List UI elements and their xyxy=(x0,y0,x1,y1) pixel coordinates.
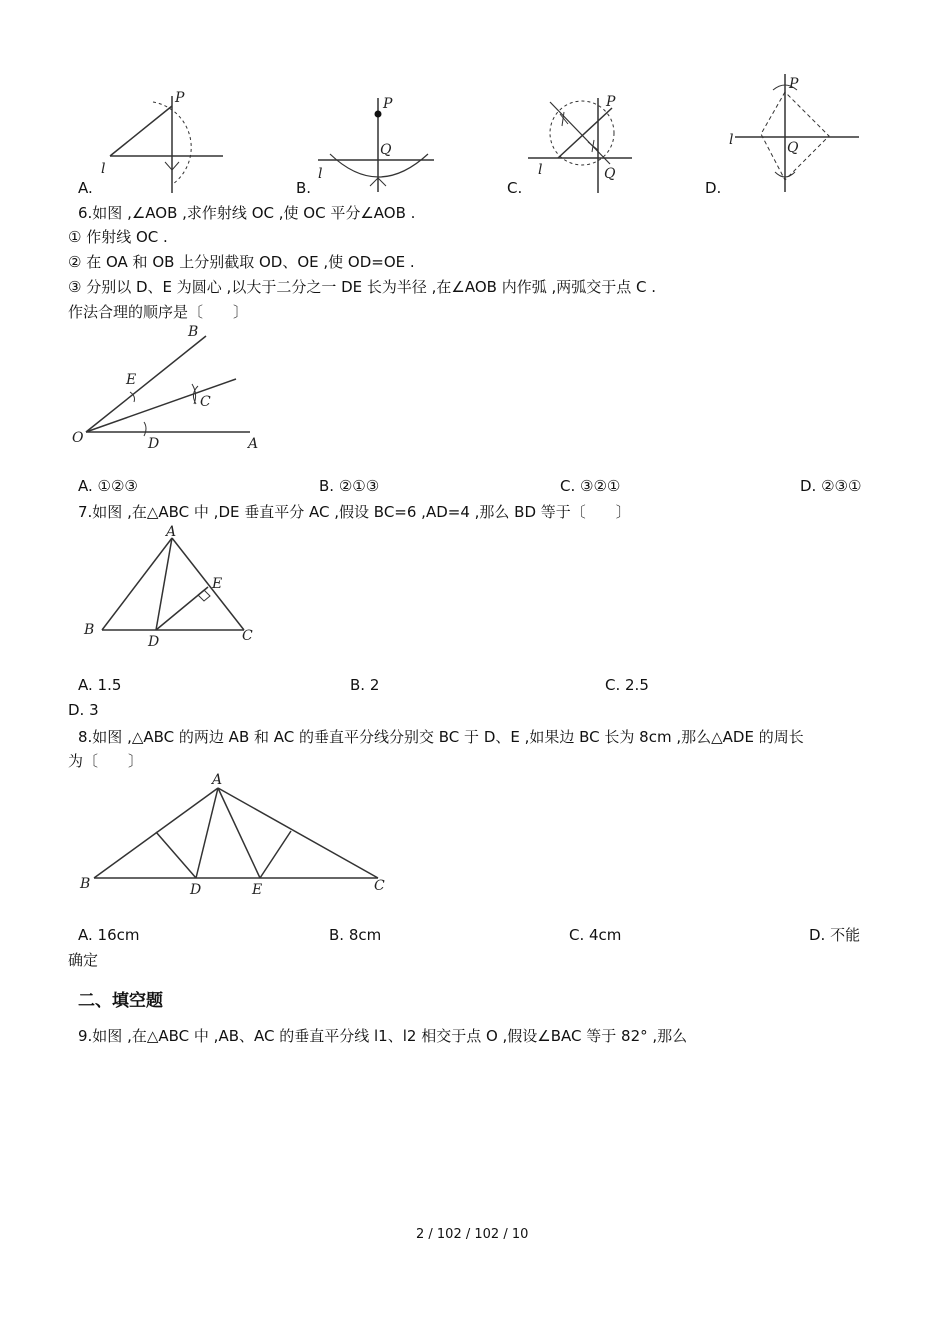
q7-option-b[interactable]: B. 2 xyxy=(350,676,380,694)
label-p: P xyxy=(175,90,185,106)
q8-option-d[interactable]: D. 不能 xyxy=(809,926,861,944)
q7-stem: 7.如图 ,在△ABC 中 ,DE 垂直平分 AC ,假设 BC=6 ,AD=4 ,那么 BD 等于〔 〕 xyxy=(78,503,631,521)
label-o: O xyxy=(72,430,84,446)
label-a: A xyxy=(166,524,177,540)
label-c: C xyxy=(200,394,211,410)
q7-option-d[interactable]: D. 3 xyxy=(68,701,99,719)
label-e: E xyxy=(212,576,223,592)
q6-option-b[interactable]: B. ②①③ xyxy=(319,477,380,495)
q6-step-2: ② 在 OA 和 OB 上分别截取 OD、OE ,使 OD=OE . xyxy=(68,253,415,271)
q5-option-b[interactable]: B. xyxy=(296,179,312,197)
label-q: Q xyxy=(380,142,392,158)
label-d: D xyxy=(190,882,202,898)
q8-stem-line2: 为〔 〕 xyxy=(68,752,144,770)
label-q: Q xyxy=(787,140,799,156)
construction-figure-c xyxy=(520,88,650,198)
q8-option-c[interactable]: C. 4cm xyxy=(569,926,622,944)
label-l: l xyxy=(538,162,543,178)
label-b: B xyxy=(188,324,199,340)
label-b: B xyxy=(80,876,91,892)
label-l: l xyxy=(729,132,734,148)
q6-angle-bisector-figure xyxy=(68,322,268,456)
label-b: B xyxy=(84,622,95,638)
label-c: C xyxy=(242,628,253,644)
q5-option-c[interactable]: C. xyxy=(507,179,523,197)
label-p: P xyxy=(789,76,799,92)
construction-figure-d xyxy=(725,72,865,194)
q5-option-d[interactable]: D. xyxy=(705,179,722,197)
q5-option-a[interactable]: A. xyxy=(78,179,93,197)
q8-triangle-figure xyxy=(78,770,393,900)
q7-triangle-figure xyxy=(80,524,265,652)
label-d: D xyxy=(148,634,160,650)
label-p: P xyxy=(383,96,393,112)
q8-option-a[interactable]: A. 16cm xyxy=(78,926,140,944)
q6-stem: 6.如图 ,∠AOB ,求作射线 OC ,使 OC 平分∠AOB . xyxy=(78,204,416,222)
q7-option-a[interactable]: A. 1.5 xyxy=(78,676,122,694)
q8-stem-line1: 8.如图 ,△ABC 的两边 AB 和 AC 的垂直平分线分别交 BC 于 D、E ,如果边 BC 长为 8cm ,那么△ADE 的周长 xyxy=(78,728,804,746)
label-q: Q xyxy=(604,166,616,182)
q7-option-c[interactable]: C. 2.5 xyxy=(605,676,649,694)
label-a: A xyxy=(248,436,259,452)
q8-option-d-continued: 确定 xyxy=(68,951,99,969)
construction-figure-b xyxy=(310,90,440,195)
label-e: E xyxy=(126,372,137,388)
label-d: D xyxy=(148,436,160,452)
label-e: E xyxy=(252,882,263,898)
label-c: C xyxy=(374,878,385,894)
q8-option-b[interactable]: B. 8cm xyxy=(329,926,382,944)
page-indicator: 2 / 102 / 102 / 10 xyxy=(416,1227,529,1242)
label-l: l xyxy=(101,161,106,177)
q6-prompt: 作法合理的顺序是〔 〕 xyxy=(68,303,249,321)
label-l: l xyxy=(318,166,323,182)
q6-step-1: ① 作射线 OC . xyxy=(68,228,168,246)
q6-option-c[interactable]: C. ③②① xyxy=(560,477,621,495)
label-p: P xyxy=(606,94,616,110)
q6-step-3: ③ 分别以 D、E 为圆心 ,以大于二分之一 DE 长为半径 ,在∠AOB 内作弧 ,两弧交于点 C . xyxy=(68,278,657,296)
q6-option-d[interactable]: D. ②③① xyxy=(800,477,862,495)
q9-stem: 9.如图 ,在△ABC 中 ,AB、AC 的垂直平分线 l1、l2 相交于点 O ,假设∠BAC 等于 82° ,那么 xyxy=(78,1027,688,1045)
label-a: A xyxy=(212,772,223,788)
section-heading: 二、填空题 xyxy=(78,991,163,1011)
q6-option-a[interactable]: A. ①②③ xyxy=(78,477,138,495)
construction-figure-a xyxy=(95,88,230,198)
